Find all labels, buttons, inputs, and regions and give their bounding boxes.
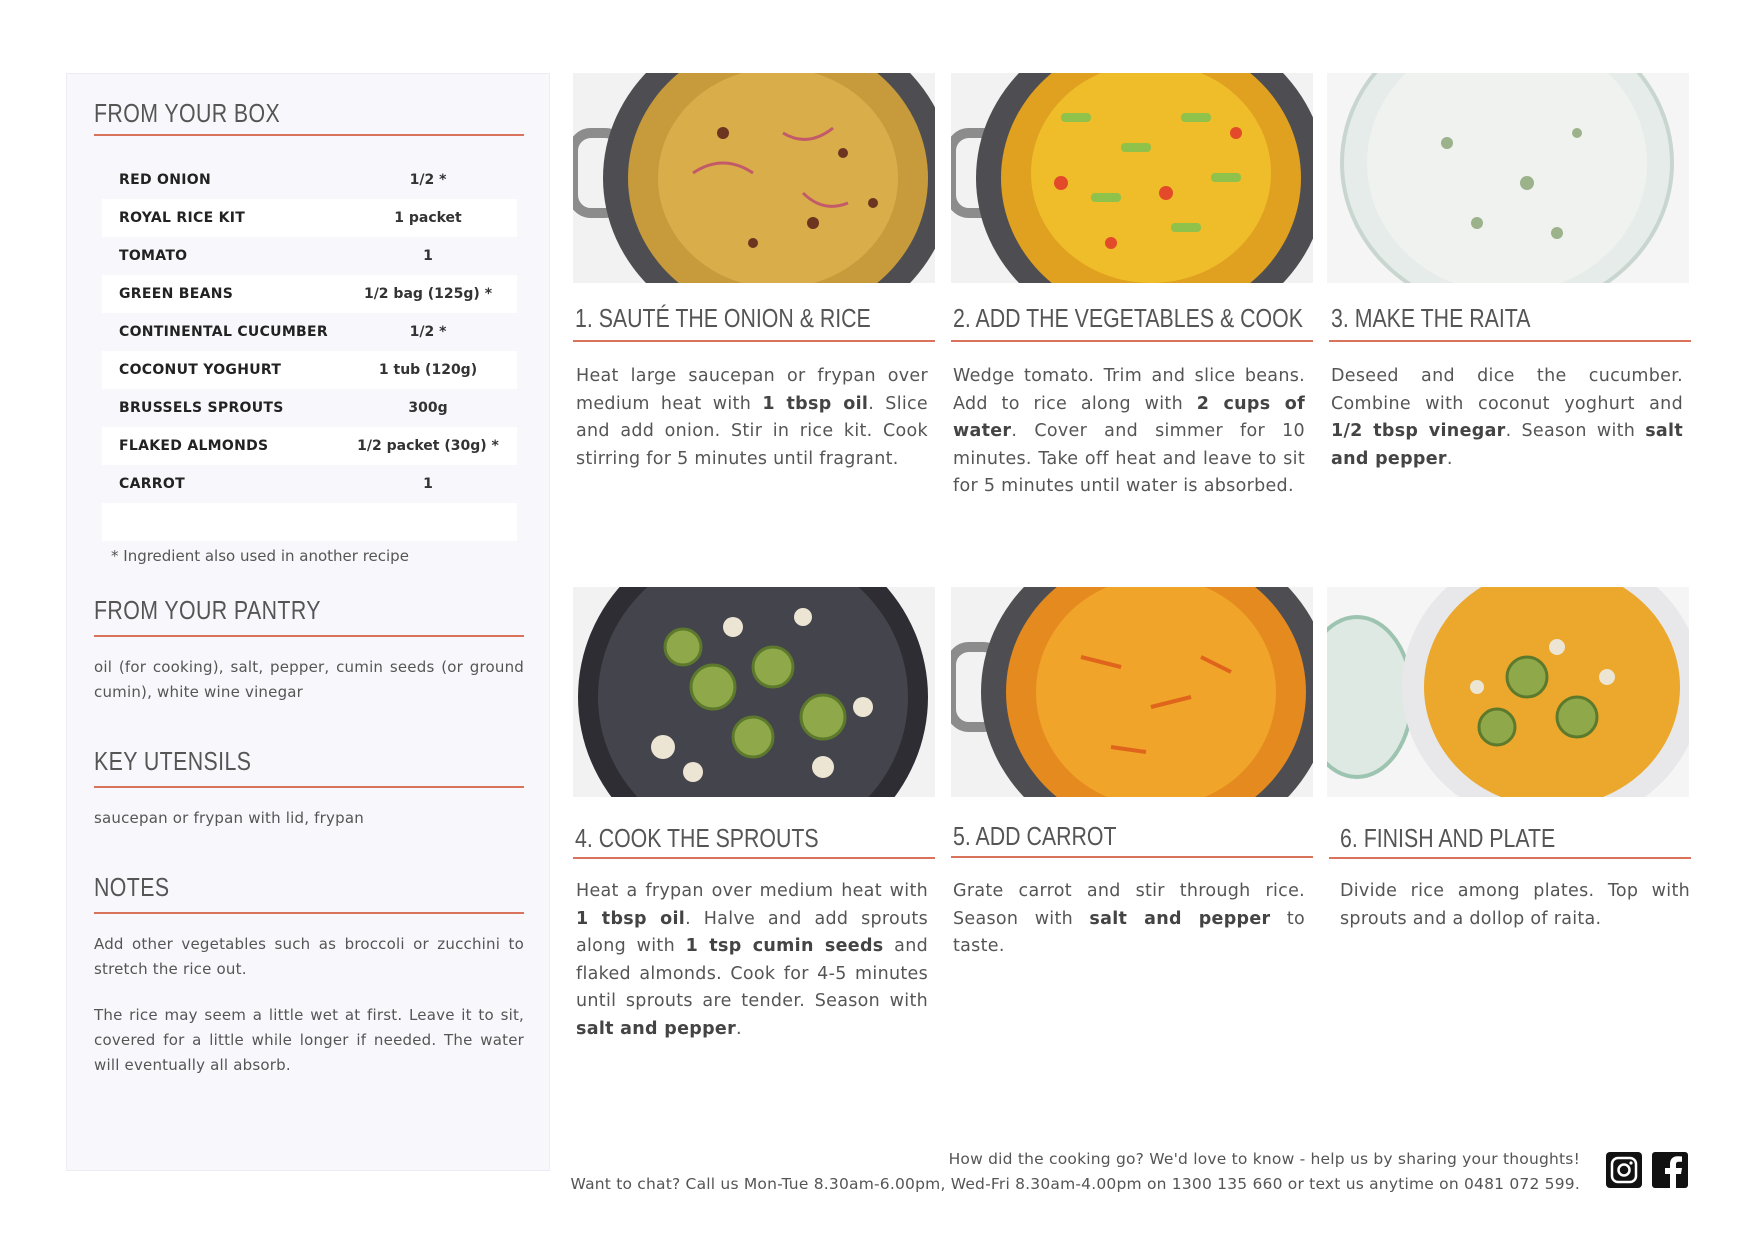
from-your-pantry-title: FROM YOUR PANTRY (94, 595, 321, 625)
ingredient-footnote: * Ingredient also used in another recipe (111, 547, 409, 565)
step-text: and flaked almonds. Cook for 4-5 minutes until sprouts are tender. Season with (576, 936, 928, 1011)
step-emphasis: 2 cups of water (953, 393, 1305, 441)
ingredient-name: ROYAL RICE KIT (119, 210, 246, 226)
ingredient-row (102, 313, 517, 351)
ingredient-row (102, 465, 517, 503)
step-3-body (1331, 363, 1683, 473)
step-text: Wedge tomato. Trim and slice beans. Add to rice along with (953, 366, 1305, 414)
ingredient-qty: 1/2 bag (125g) * (363, 286, 493, 302)
step-3-photo (1327, 73, 1689, 283)
utensils-text: saucepan or frypan with lid, frypan (94, 809, 364, 827)
step-4-body (576, 878, 928, 1043)
ingredient-name: BRUSSELS SPROUTS (119, 400, 284, 416)
instagram-icon[interactable] (1606, 1152, 1642, 1188)
ingredient-row (102, 389, 517, 427)
step-6-title: 6. FINISH AND PLATE (1340, 823, 1556, 853)
step-rule (573, 340, 935, 342)
step-4-photo (573, 587, 935, 797)
step-emphasis: 1 tsp cumin seeds (685, 936, 884, 956)
key-utensils-title: KEY UTENSILS (94, 746, 252, 776)
step-6-photo (1327, 587, 1689, 797)
ingredient-row (102, 161, 517, 199)
step-5-photo (951, 587, 1313, 797)
step-text: to taste. (953, 908, 1305, 956)
step-2-photo (951, 73, 1313, 283)
step-text: Deseed and dice the cucumber. Combine with coconut yoghurt and (1331, 366, 1683, 414)
step-5-body (953, 878, 1305, 961)
ingredient-qty: 300g (408, 400, 448, 416)
ingredient-row (102, 237, 517, 275)
step-text: . Season with (1505, 421, 1646, 441)
step-text: Divide rice among plates. Top with sprouts and a dollop of raita. (1340, 881, 1690, 929)
step-1-photo (573, 73, 935, 283)
ingredient-qty: 1 (423, 476, 433, 492)
ingredient-row-empty (102, 503, 517, 541)
step-text: . Cover and simmer for 10 minutes. Take off heat and leave to sit for 5 minutes until water is absorbed. (953, 421, 1305, 496)
step-emphasis: 1 tbsp oil (576, 908, 686, 929)
ingredient-row (102, 275, 517, 313)
step-rule (1329, 857, 1691, 859)
step-5-title: 5. ADD CARROT (953, 821, 1117, 851)
notes-paragraph: Add other vegetables such as broccoli or zucchini to stretch the rice out. (94, 935, 524, 978)
step-2-title: 2. ADD THE VEGETABLES & COOK (953, 303, 1303, 333)
step-rule (951, 340, 1313, 342)
step-text: Heat large saucepan or frypan over medium heat with (576, 366, 928, 414)
step-text: Heat a frypan over medium heat with (576, 881, 928, 901)
section-rule (94, 786, 524, 788)
step-emphasis: 1/2 tbsp vinegar (1331, 421, 1506, 441)
step-text: . Halve and add sprouts along with (576, 908, 928, 956)
step-3-title: 3. MAKE THE RAITA (1331, 303, 1531, 333)
ingredient-name: GREEN BEANS (119, 286, 234, 302)
step-text: . (736, 1018, 742, 1039)
ingredient-name: COCONUT YOGHURT (119, 362, 282, 378)
step-text: . Slice and add onion. Stir in rice kit. Cook stirring for 5 minutes until fragrant. (576, 393, 929, 469)
ingredient-name: FLAKED ALMONDS (119, 438, 269, 454)
ingredient-name: CARROT (119, 476, 185, 492)
ingredient-name: TOMATO (119, 248, 188, 264)
ingredient-qty: 1/2 * (409, 172, 447, 188)
step-rule (1329, 340, 1691, 342)
ingredient-name: CONTINENTAL CUCUMBER (119, 324, 328, 340)
ingredient-name: RED ONION (119, 172, 211, 188)
step-1-body (576, 363, 928, 473)
section-rule (94, 134, 524, 136)
footer-feedback-text: How did the cooking go? We'd love to know - help us by sharing your thoughts! (948, 1150, 1580, 1168)
step-1-title: 1. SAUTÉ THE ONION & RICE (575, 303, 871, 333)
step-rule (951, 856, 1313, 858)
section-rule (94, 912, 524, 914)
step-text: Grate carrot and stir through rice. Season with (953, 881, 1305, 929)
ingredient-row (102, 199, 517, 237)
ingredient-qty: 1 tub (120g) (378, 362, 478, 378)
ingredient-qty: 1 (423, 248, 433, 264)
notes-paragraph: The rice may seem a little wet at first. Leave it to sit, covered for a little while longer if needed. The water will eventually all absorb. (94, 1006, 524, 1074)
step-2-body (953, 363, 1305, 501)
facebook-icon[interactable] (1652, 1152, 1688, 1188)
section-rule (94, 635, 524, 637)
pantry-text: oil (for cooking), salt, pepper, cumin seeds (or ground cumin), white wine vinegar (94, 658, 524, 701)
ingredient-qty: 1/2 * (409, 324, 447, 340)
ingredient-row (102, 351, 517, 389)
step-text: . (1446, 448, 1453, 469)
ingredient-row (102, 427, 517, 465)
step-emphasis: salt and pepper (576, 1018, 737, 1039)
ingredients-table (102, 161, 517, 541)
step-emphasis: 1 tbsp oil (762, 393, 869, 414)
ingredient-qty: 1 packet (394, 210, 462, 226)
sidebar-panel (66, 73, 550, 1171)
footer-contact-text: Want to chat? Call us Mon-Tue 8.30am-6.00pm, Wed-Fri 8.30am-4.00pm on 1300 135 660 or text us anytime on 0481 072 599. (570, 1175, 1580, 1193)
step-rule (573, 857, 935, 859)
step-emphasis: salt and pepper (1331, 421, 1684, 469)
step-4-title: 4. COOK THE SPROUTS (575, 823, 819, 853)
notes-title: NOTES (94, 872, 170, 902)
from-your-box-title: FROM YOUR BOX (94, 98, 281, 128)
step-6-body (1340, 878, 1690, 933)
step-emphasis: salt and pepper (1089, 908, 1271, 929)
ingredient-qty: 1/2 packet (30g) * (357, 438, 499, 454)
